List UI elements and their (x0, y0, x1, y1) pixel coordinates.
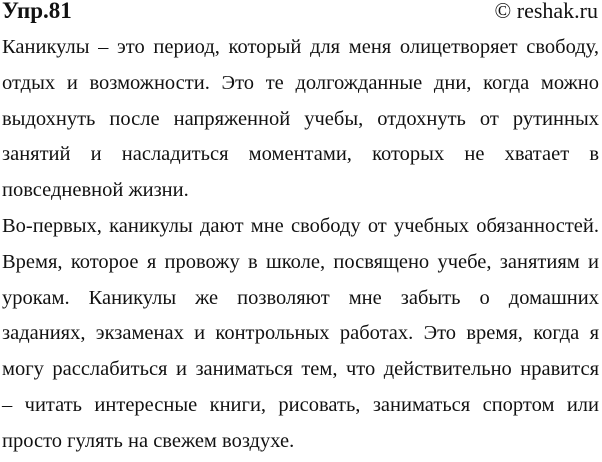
text-line: урокам. Каникулы же позволяют мне забыть о домашних (2, 286, 599, 309)
text-line: занятий и насладиться моментами, которых не хватает в (2, 143, 599, 166)
paragraph-2 (2, 209, 599, 460)
paragraph-1 (2, 30, 599, 209)
text-line: Время, которое я провожу в школе, посвящено учебе, занятиям и (2, 250, 599, 273)
header (0, 0, 602, 30)
text-line: Каникулы – это период, который для меня олицетворяет свободу, (2, 36, 599, 58)
text-line: отдых и возможности. Это те долгожданные дни, когда можно (2, 71, 599, 94)
text-line: – читать интересные книги, рисовать, заниматься спортом или (2, 393, 599, 416)
exercise-title: Упр.81 (2, 0, 72, 23)
site-watermark: © reshak.ru (494, 0, 598, 23)
text-line: просто гулять на свежем воздухе. (2, 429, 295, 452)
text-line: повседневной жизни. (2, 179, 189, 202)
text-line: Во-первых, каникулы дают мне свободу от учебных обязанностей. (2, 214, 599, 237)
text-line: выдохнуть после напряженной учебы, отдохнуть от рутинных (2, 107, 599, 130)
answer-text (0, 30, 602, 460)
text-line: могу расслабиться и заниматься тем, что действительно нравится (2, 358, 599, 381)
text-line: заданиях, экзаменах и контрольных работах. Это время, когда я (2, 322, 599, 345)
